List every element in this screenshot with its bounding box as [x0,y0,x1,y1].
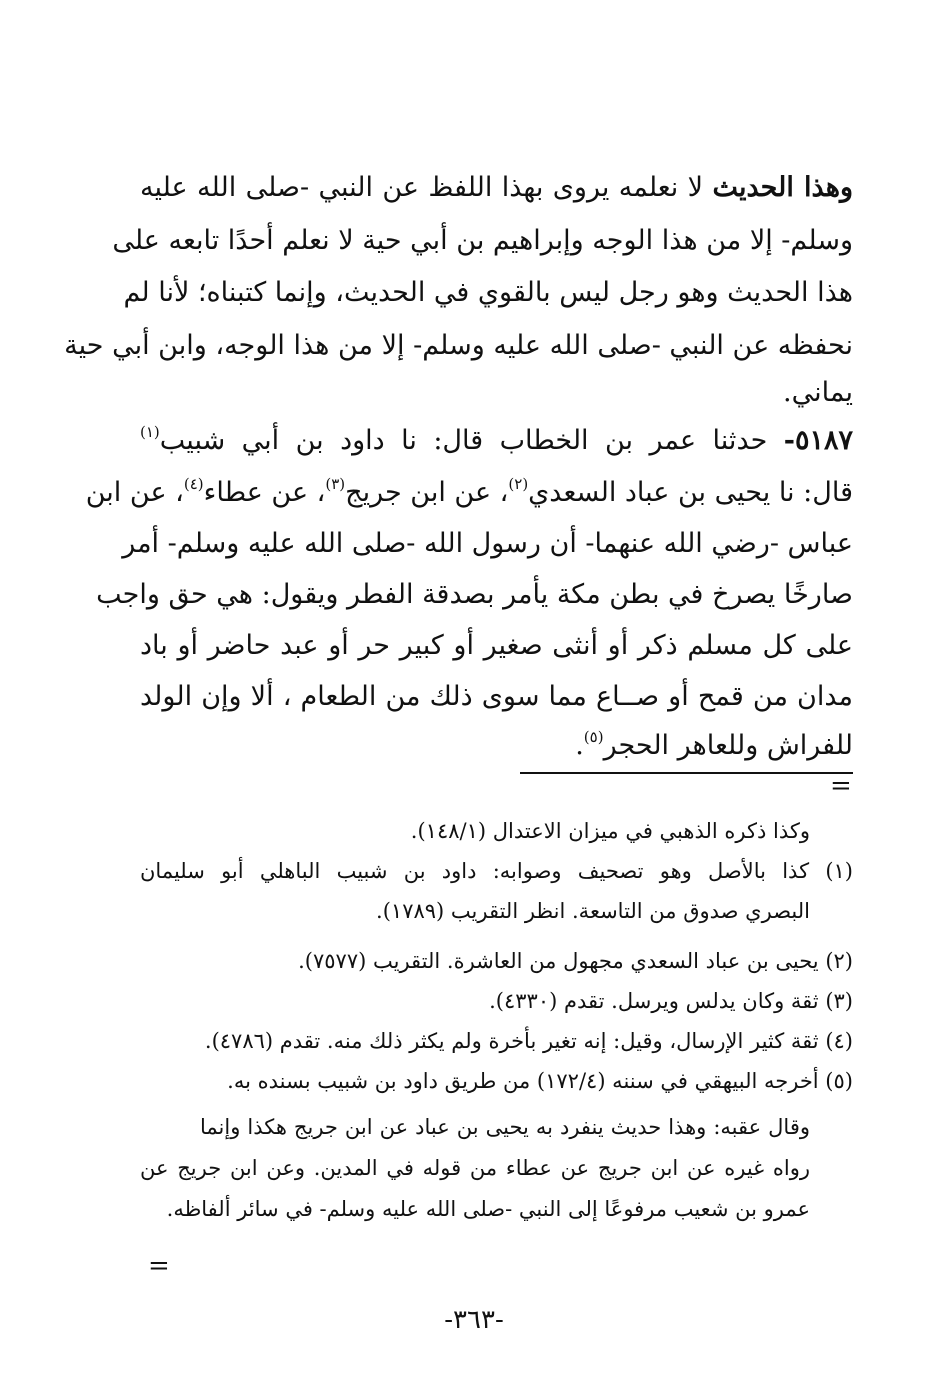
line-text: . [575,730,584,761]
footnote-ref: (٤) [183,475,204,493]
lead-phrase: وهذا الحديث [712,172,853,203]
line-text: لا نعلمه يروى بهذا اللفظ عن النبي -صلى الله عليه [140,172,704,203]
line-text: ، عن عطاء [203,477,326,508]
main-line: وسلم- إلا من هذا الوجه وإبراهيم بن أبي حية لا نعلم أحدًا تابعه على [112,225,853,256]
footnote-5: (٥) أخرجه البيهقي في سننه (١٧٢/٤) من طريق داود بن شبيب بسنده به. [227,1069,853,1093]
footnote-4: (٤) ثقة كثير الإرسال، وقيل: إنه تغير بأخرة ولم يكثر ذلك منه. تقدم (٤٧٨٦). [204,1029,853,1053]
main-line: يماني. [783,377,853,408]
footnote-ref: (٣) [325,475,346,493]
footnote-ref: (٥) [583,728,604,746]
footnote-3: (٣) ثقة وكان يدلس ويرسل. تقدم (٤٣٣٠). [489,989,853,1013]
continuation-mark-bottom: = [148,1251,170,1281]
hadith-line: عباس -رضي الله عنهما- أن رسول الله -صلى الله عليه وسلم- أمر [122,528,853,559]
footnote-5-cont: وقال عقبه: وهذا حديث ينفرد به يحيى بن عباد عن ابن جريج هكذا وإنما [200,1115,810,1139]
footnote-2: (٢) يحيى بن عباد السعدي مجهول من العاشرة. التقريب (٧٥٧٧). [298,949,853,973]
hadith-line [85,468,853,520]
hadith-line [140,416,853,468]
footnote-1: (١) كذا بالأصل وهو تصحيف وصوابه: داود بن شبيب الباهلي أبو سليمان [140,859,853,883]
page-number: -٣٦٣- [444,1305,504,1335]
footnote-ref: (٢) [508,475,529,493]
continuation-mark-top: = [830,771,852,801]
hadith-line: صارخًا يصرخ في بطن مكة يأمر بصدقة الفطر ويقول: هي حق واجب [96,579,853,610]
footnote-5-cont: عمرو بن شعيب مرفوعًا إلى النبي -صلى الله عليه وسلم- في سائر ألفاظه. [166,1197,810,1221]
hadith-line: مدان من قمح أو صــاع مما سوى ذلك من الطعام ، ألا وإن الولد [140,681,853,712]
line-text: ، عن ابن [85,477,184,508]
line-text: ، عن ابن جريج [345,477,509,508]
hadith-number: ٥١٨٧- [783,425,853,456]
footnote-ref: (١) [140,423,160,441]
footnote-5-cont: رواه غيره عن ابن جريج عن عطاء من قوله في المدين. وعن ابن جريج عن [140,1156,810,1180]
line-text: قال: نا يحيى بن عباد السعدي [528,477,853,508]
line-text: حدثنا عمر بن الخطاب قال: نا داود بن أبي شبيب [159,425,768,456]
footnote-separator [520,772,853,774]
main-line: نحفظه عن النبي -صلى الله عليه وسلم- إلا من هذا الوجه، وابن أبي حية [64,330,853,361]
main-line: هذا الحديث وهو رجل ليس بالقوي في الحديث، وإنما كتبناه؛ لأنا لم [123,277,853,308]
hadith-line [140,721,853,773]
footnote-1-cont: البصري صدوق من التاسعة. انظر التقريب (١٧٨٩). [376,899,810,923]
footnote-carry: وكذا ذكره الذهبي في ميزان الاعتدال (١٤٨/١). [410,819,810,843]
main-line [140,163,853,215]
line-text: للفراش وللعاهر الحجر [603,730,853,761]
hadith-line: على كل مسلم ذكر أو أنثى صغير أو كبير حر أو عبد حاضر أو باد [140,630,853,661]
